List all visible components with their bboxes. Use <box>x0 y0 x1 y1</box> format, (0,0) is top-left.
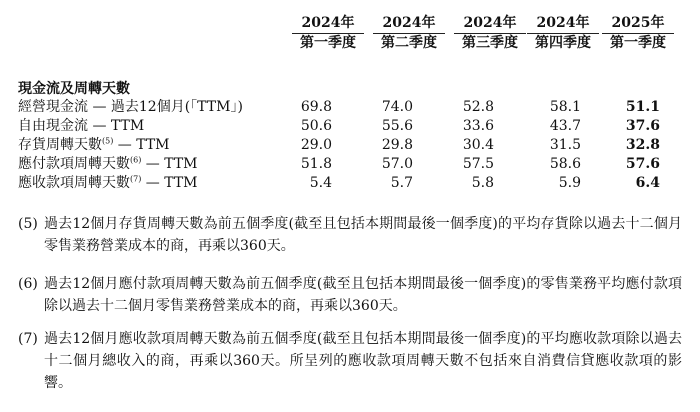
table-cell: 5.7 <box>390 175 413 191</box>
row-label-tail: — TTM <box>113 137 170 153</box>
table-row-operating-cash-flow <box>0 98 700 116</box>
footnote-6 <box>18 273 682 317</box>
column-header-2024-q2 <box>373 14 445 53</box>
row-label <box>18 98 243 116</box>
row-label <box>18 174 198 192</box>
table-row-free-cash-flow <box>0 117 700 135</box>
footnote-ref: (5) <box>102 136 114 146</box>
row-label-text: 應付款項周轉天數 <box>18 156 130 172</box>
footnote-number: (6) <box>18 276 38 292</box>
table-row-inventory-turnover <box>0 136 700 154</box>
table-cell: 58.6 <box>549 156 581 172</box>
footnote-number: (5) <box>18 216 38 232</box>
column-year: 2025年 <box>611 15 665 31</box>
table-cell: 5.4 <box>309 175 332 191</box>
column-year: 2024年 <box>536 15 590 31</box>
table-cell-latest: 37.6 <box>625 118 660 134</box>
footnote-5 <box>18 213 682 257</box>
row-label-tail: — TTM <box>141 156 198 172</box>
column-header-2025-q1 <box>602 14 674 53</box>
table-cell-latest: 57.6 <box>625 156 660 172</box>
row-label <box>18 136 170 154</box>
column-year: 2024年 <box>463 15 517 31</box>
footnote-ref: (6) <box>130 155 142 165</box>
column-quarter: 第四季度 <box>527 33 599 53</box>
footnote-text: 過去12個月應收款項周轉天數為前五個季度(截至且包括本期間最後一個季度)的平均應收款項除以過去十二個月總收入的商，再乘以360天。所呈列的應收款項周轉天數不包括來自消費信貸應收款項的影響。 <box>44 331 682 391</box>
footnote-text: 過去12個月存貨周轉天數為前五個季度(截至且包括本期間最後一個季度)的平均存貨除以過去十二個月零售業務營業成本的商，再乘以360天。 <box>44 216 682 254</box>
row-label-text: 自由現金流 — TTM <box>18 118 145 134</box>
section-title: 現金流及周轉天數 <box>18 81 130 97</box>
column-quarter: 第二季度 <box>373 33 445 53</box>
row-label <box>18 155 198 173</box>
table-cell: 69.8 <box>300 99 332 115</box>
column-header-2024-q1 <box>292 14 364 53</box>
footnote-number: (7) <box>18 331 38 347</box>
column-header-2024-q4 <box>527 14 599 53</box>
table-cell: 50.6 <box>300 118 332 134</box>
column-header-2024-q3 <box>454 14 526 53</box>
table-cell: 57.5 <box>462 156 494 172</box>
row-label <box>18 117 144 135</box>
table-cell: 51.8 <box>300 156 332 172</box>
column-quarter: 第一季度 <box>602 33 674 53</box>
table-cell-latest: 32.8 <box>625 137 660 153</box>
table-cell: 30.4 <box>462 137 494 153</box>
table-cell-latest: 51.1 <box>625 99 660 115</box>
table-cell: 29.8 <box>381 137 413 153</box>
table-row-payables-turnover <box>0 155 700 173</box>
column-quarter: 第一季度 <box>292 33 364 53</box>
footnote-7 <box>18 328 682 394</box>
footnote-ref: (7) <box>130 174 142 184</box>
table-cell: 57.0 <box>381 156 413 172</box>
table-row-receivables-turnover <box>0 174 700 192</box>
row-label-text: 經營現金流 — 過去12個月(「TTM」) <box>18 99 243 115</box>
table-cell: 55.6 <box>381 118 413 134</box>
table-cell: 5.9 <box>558 175 581 191</box>
column-year: 2024年 <box>301 15 355 31</box>
footnote-text: 過去12個月應付款項周轉天數為前五個季度(截至且包括本期間最後一個季度)的零售業務平均應付款項除以過去十二個月零售業務營業成本的商，再乘以360天。 <box>44 276 682 314</box>
table-cell: 5.8 <box>471 175 494 191</box>
row-label-text: 存貨周轉天數 <box>18 137 102 153</box>
column-quarter: 第三季度 <box>454 33 526 53</box>
table-cell: 29.0 <box>300 137 332 153</box>
table-cell: 31.5 <box>549 137 581 153</box>
column-year: 2024年 <box>382 15 436 31</box>
table-cell: 52.8 <box>462 99 494 115</box>
table-cell: 74.0 <box>381 99 413 115</box>
row-label-text: 應收款項周轉天數 <box>18 175 130 191</box>
table-cell: 58.1 <box>549 99 581 115</box>
table-cell: 33.6 <box>462 118 494 134</box>
table-cell-latest: 6.4 <box>635 175 660 191</box>
table-cell: 43.7 <box>549 118 581 134</box>
row-label-tail: — TTM <box>141 175 198 191</box>
